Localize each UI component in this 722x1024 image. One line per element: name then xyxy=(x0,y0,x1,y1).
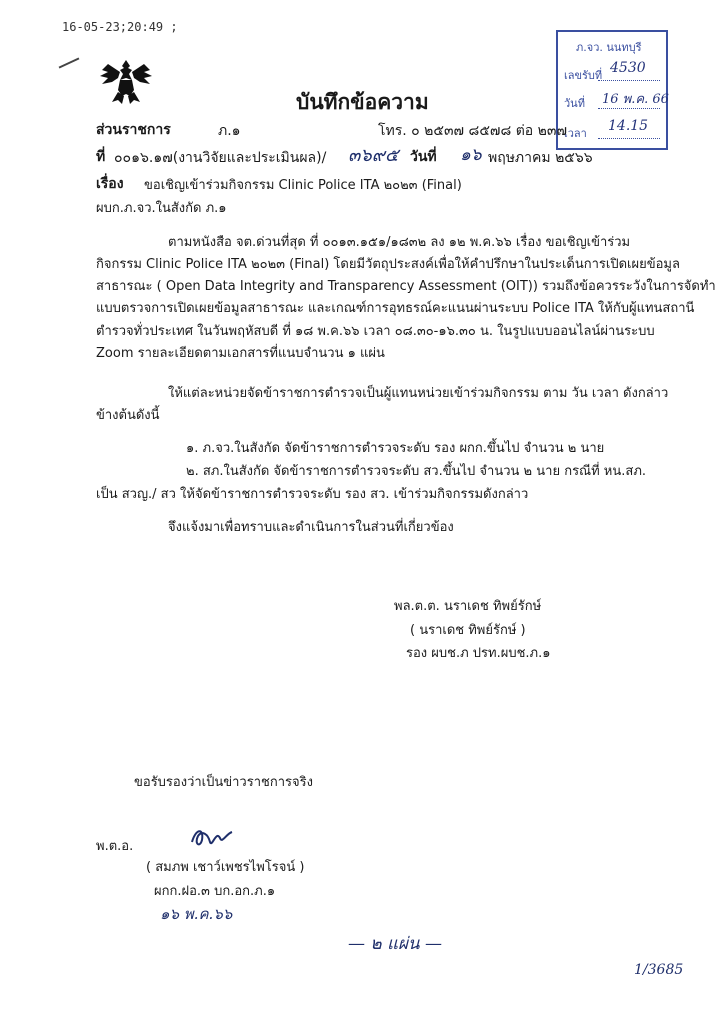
reference-value: ๐๐๑๖.๑๗(งานวิจัยและประเมินผล)/ xyxy=(114,150,327,166)
receipt-stamp xyxy=(556,30,668,150)
subject-value: ขอเชิญเข้าร่วมกิจกรรม Clinic Police ITA ๒๐๒๓ (Final) xyxy=(144,178,462,193)
margin-mark xyxy=(59,57,80,68)
subject-label: เรื่อง xyxy=(96,176,124,192)
stamp-date-label: วันที่ xyxy=(564,97,585,110)
corner-page-note: 1/3685 xyxy=(634,962,684,978)
date-month-year: พฤษภาคม ๒๕๖๖ xyxy=(488,150,593,166)
paragraph1-line4: แบบตรวจการเปิดเผยข้อมูลสาธารณะ และเกณฑ์การอุทธรณ์คะแนนผ่านระบบ Police ITA ให้กับผู้แทนสถานี xyxy=(96,301,695,316)
recipient: ผบก.ภ.จว.ในสังกัด ภ.๑ xyxy=(96,201,227,216)
stamp-time-value: 14.15 xyxy=(608,118,649,134)
paragraph1-line2: กิจกรรม Clinic Police ITA ๒๐๒๓ (Final) โดยมีวัตถุประสงค์เพื่อให้คำปรึกษาในประเด็นการเปิดเผยข้อมูล xyxy=(96,257,680,272)
list-item-1: ๑. ภ.จว.ในสังกัด จัดข้าราชการตำรวจระดับ รอง ผกก.ขึ้นไป จำนวน ๒ นาย xyxy=(186,441,605,456)
garuda-emblem-icon xyxy=(96,56,156,108)
paragraph2-line2: ข้างต้นดังนี้ xyxy=(96,408,160,423)
stamp-date-value: 16 พ.ค. 66 xyxy=(602,92,669,107)
list-item-2-line2: เป็น สวญ./ สว ให้จัดข้าราชการตำรวจระดับ รอง สว. เข้าร่วมกิจกรรมดังกล่าว xyxy=(96,487,529,502)
phone-number: โทร. ๐ ๒๕๓๗ ๘๕๗๘ ต่อ ๒๓๗ xyxy=(378,123,567,139)
signer-rank-name: พล.ต.ต. นราเดช ทิพย์รักษ์ xyxy=(394,599,542,614)
stamp-receive-number: 4530 xyxy=(610,60,646,76)
stamp-time-label: เวลา xyxy=(564,127,587,140)
stamp-line xyxy=(598,80,660,81)
stamp-line xyxy=(598,138,660,139)
certifier-signature-icon xyxy=(188,822,236,852)
reference-label: ที่ xyxy=(96,149,106,165)
stamp-receive-label: เลขรับที่ xyxy=(564,69,603,82)
certifier-rank: พ.ต.อ. xyxy=(96,839,134,854)
stamp-office: ภ.จว. นนทบุรี xyxy=(576,41,642,54)
signer-name-parenthesis: ( นราเดช ทิพย์รักษ์ ) xyxy=(410,623,526,638)
certifier-handwritten-date: ๑๖ พ.ค.๖๖ xyxy=(160,905,233,923)
reference-handwritten-number: ๓๖๙๕ xyxy=(348,145,399,166)
fax-header: 16-05-23;20:49 ; xyxy=(62,20,178,34)
closing-statement: จึงแจ้งมาเพื่อทราบและดำเนินการในส่วนที่เกี่ยวข้อง xyxy=(168,520,454,535)
certification-statement: ขอรับรองว่าเป็นข่าวราชการจริง xyxy=(134,775,313,790)
certifier-position: ผกก.ฝอ.๓ บก.อก.ภ.๑ xyxy=(154,884,276,899)
paragraph1-line3: สาธารณะ ( Open Data Integrity and Transparency Assessment (OIT)) รวมถึงข้อควรระวังในการจัดทำ xyxy=(96,279,716,294)
department-label: ส่วนราชการ xyxy=(96,122,171,138)
paragraph1-line1: ตามหนังสือ จต.ด่วนที่สุด ที่ ๐๐๑๓.๑๕๑/๑๘๓๒ ลง ๑๒ พ.ค.๖๖ เรื่อง ขอเชิญเข้าร่วม xyxy=(168,235,631,250)
certifier-name-parenthesis: ( สมภพ เชาว์เพชรไพโรจน์ ) xyxy=(146,860,305,875)
paragraph1-line6: Zoom รายละเอียดตามเอกสารที่แนบจำนวน ๑ แผ่น xyxy=(96,346,385,361)
document-title: บันทึกข้อความ xyxy=(296,90,429,114)
date-handwritten-day: ๑๖ xyxy=(460,145,482,165)
list-item-2-line1: ๒. สภ.ในสังกัด จัดข้าราชการตำรวจระดับ สว.ขึ้นไป จำนวน ๒ นาย กรณีที่ หน.สภ. xyxy=(186,464,647,479)
date-label: วันที่ xyxy=(410,149,437,165)
paragraph2-line1: ให้แต่ละหน่วยจัดข้าราชการตำรวจเป็นผู้แทนหน่วยเข้าร่วมกิจกรรม ตาม วัน เวลา ดังกล่าว xyxy=(168,386,669,401)
paragraph1-line5: ตำรวจทั่วประเทศ ในวันพฤหัสบดี ที่ ๑๘ พ.ค.๖๖ เวลา ๐๘.๓๐-๑๖.๓๐ น. ในรูปแบบออนไลน์ผ่านระบบ xyxy=(96,324,655,339)
signer-position: รอง ผบช.ภ ปรท.ผบช.ภ.๑ xyxy=(406,646,551,661)
department-value: ภ.๑ xyxy=(218,123,241,139)
pages-note: — ๒ แผ่น — xyxy=(348,934,442,954)
